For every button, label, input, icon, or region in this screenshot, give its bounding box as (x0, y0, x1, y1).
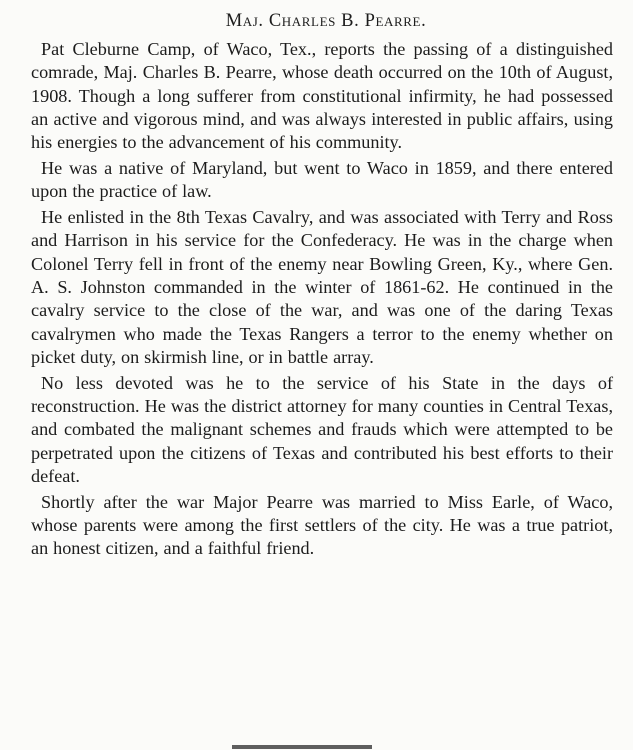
paragraph-reconstruction: No less devoted was he to the service of his State in the days of reconstruction. He was the district attorney for many counties in Central Texas, and combated the malignant schemes and frauds which were attempted to be perpetrated upon the citizens of Texas and contributed his best efforts to their defeat. (31, 372, 613, 486)
paragraph-military-service: He enlisted in the 8th Texas Cavalry, and was associated with Terry and Ross and Harrison in his service for the Confederacy. He was in the charge when Colonel Terry fell in front of the enemy near Bowling Green, Ky., where Gen. A. S. Johnston commanded in the winter of 1861-62. He continued in the cavalry service to the close of the war, and was one of the daring Texas cavalrymen who made the Texas Rangers a terror to the enemy whether on picket duty, on skirmish line, or in battle array. (31, 207, 613, 367)
paragraph-death-notice: Pat Cleburne Camp, of Waco, Tex., reports the passing of a distinguished comrade, Maj. Charles B. Pearre, whose death occurred on the 10th of August, 1908. Though a long sufferer from constitutional infirmity, he had possessed an active and vigorous mind, and was always interested in public affairs, using his energies to the advancement of his community. (31, 39, 613, 153)
paragraph-marriage: Shortly after the war Major Pearre was married to Miss Earle, of Waco, whose parents were among the first settlers of the city. He was a true patriot, an honest citizen, and a faithful friend. (31, 491, 613, 559)
bottom-cut-text-fragment (232, 745, 372, 749)
paragraph-origin: He was a native of Maryland, but went to Waco in 1859, and there entered upon the practice of law. (31, 157, 613, 202)
article-title: Maj. Charles B. Pearre. (225, 11, 427, 31)
